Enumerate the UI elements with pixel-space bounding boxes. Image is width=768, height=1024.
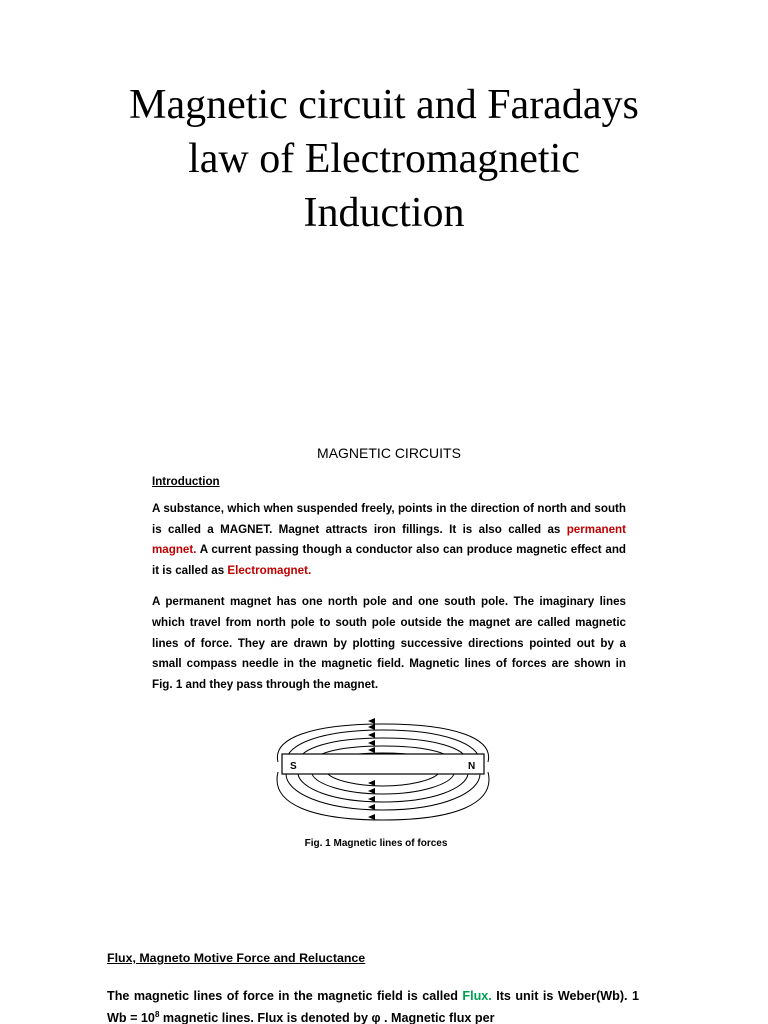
section-heading: MAGNETIC CIRCUITS [317, 445, 461, 461]
field-line [298, 774, 468, 802]
intro-text: A substance, which when suspended freely, points in the direction of north and south is called a MAGNET. Magnet attracts iron fillings. It is also called as [152, 501, 626, 536]
field-line [286, 774, 480, 810]
title-line: Magnetic circuit and Faradays [129, 82, 639, 128]
arrow-icon [368, 814, 375, 820]
phi-symbol: φ [371, 1011, 381, 1024]
flux-text: . Magnetic flux per [380, 1011, 495, 1024]
exponent: 8 [154, 1009, 160, 1019]
intro-paragraph-1 [152, 499, 626, 582]
arrow-icon [368, 732, 375, 738]
electromagnet-highlight: Electromagnet. [227, 564, 312, 578]
flux-paragraph [107, 985, 639, 1024]
introduction-heading: Introduction [152, 475, 220, 488]
arrow-icon [368, 796, 375, 802]
flux-text: Its unit is Weber(Wb). 1 Wb = 10 [107, 989, 639, 1024]
field-line [277, 772, 489, 820]
arrow-icon [368, 804, 375, 810]
intro-text: A current passing though a conductor also can produce magnetic effect and it is called as [152, 543, 626, 578]
document-title [0, 78, 768, 240]
flux-text: The magnetic lines of force in the magnetic field is called [107, 989, 463, 1003]
flux-highlight: Flux. [462, 989, 492, 1003]
magnet-bar [282, 754, 484, 774]
figure-caption: Fig. 1 Magnetic lines of forces [304, 838, 448, 849]
intro-paragraph-2: A permanent magnet has one north pole and one south pole. The imaginary lines which travel from north pole to south pole outside the magnet are called magnetic lines of force. They are drawn by plotting successive directions pointed out by a small compass needle in the magnetic field. Magnetic lines of forces are shown in Fig. 1 and they pass through the magnet. [152, 594, 626, 692]
permanent-magnet-highlight: permanent magnet. [152, 522, 626, 557]
arrow-icon [368, 740, 375, 746]
flux-text: magnetic lines. Flux is denoted by [159, 1011, 372, 1024]
south-pole-label: S [290, 761, 297, 772]
title-line: Induction [303, 190, 465, 236]
arrow-icon [368, 747, 375, 753]
north-pole-label: N [468, 761, 476, 772]
title-line: law of Electromagnetic [188, 136, 580, 182]
flux-section-heading: Flux, Magneto Motive Force and Reluctance [107, 951, 366, 965]
magnetic-lines-figure [272, 718, 494, 826]
introduction-section [152, 472, 626, 706]
arrow-icon [368, 718, 375, 724]
field-line [328, 774, 438, 786]
arrow-icon [368, 724, 375, 730]
